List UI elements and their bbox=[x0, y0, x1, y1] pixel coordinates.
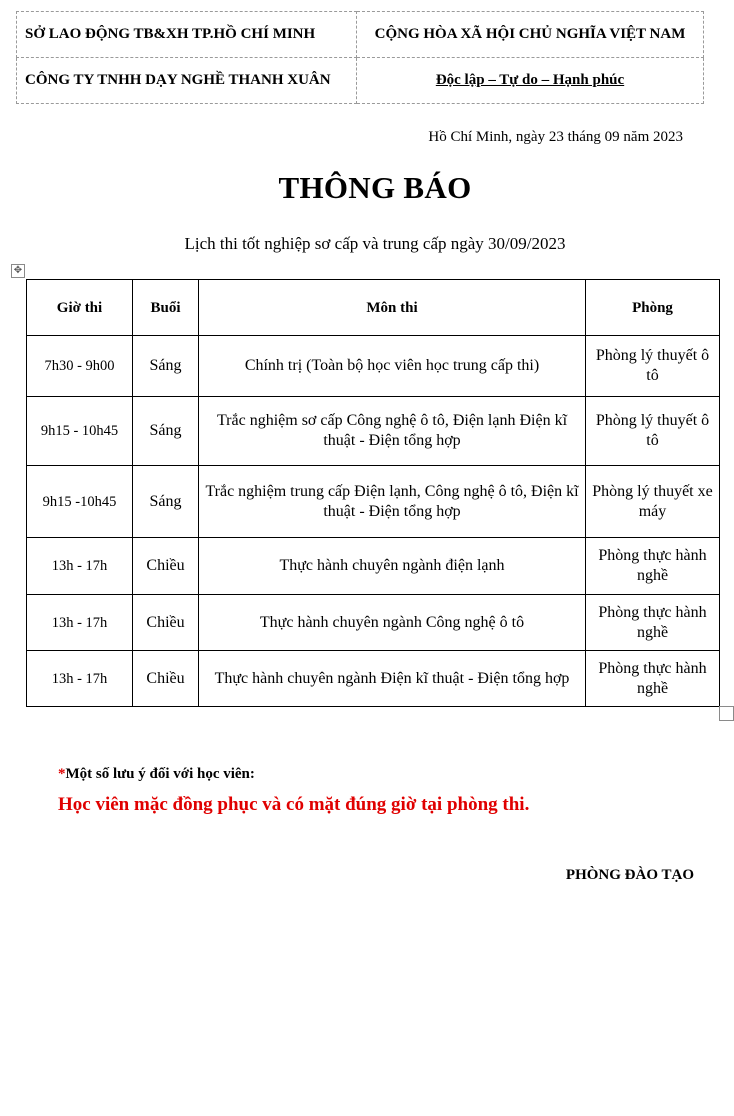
exam-time: 9h15 - 10h45 bbox=[27, 397, 133, 466]
table-row bbox=[27, 595, 720, 651]
exam-time: 7h30 - 9h00 bbox=[27, 336, 133, 397]
exam-subject: Thực hành chuyên ngành điện lạnh bbox=[199, 538, 586, 595]
department-name: SỞ LAO ĐỘNG TB&XH TP.HỒ CHÍ MINH bbox=[17, 12, 357, 58]
exam-session: Sáng bbox=[133, 336, 199, 397]
motto-cell bbox=[357, 58, 704, 104]
exam-session: Chiều bbox=[133, 538, 199, 595]
exam-subject: Chính trị (Toàn bộ học viên học trung cấp thi) bbox=[199, 336, 586, 397]
company-name: CÔNG TY TNHH DẠY NGHỀ THANH XUÂN bbox=[17, 58, 357, 104]
exam-time: 9h15 -10h45 bbox=[27, 466, 133, 538]
national-motto: Độc lập – Tự do – Hạnh phúc bbox=[435, 72, 625, 88]
table-row bbox=[27, 336, 720, 397]
resize-icon[interactable] bbox=[719, 706, 734, 721]
exam-room: Phòng thực hành nghề bbox=[586, 651, 720, 707]
exam-subject: Trắc nghiệm trung cấp Điện lạnh, Công nghệ ô tô, Điện kĩ thuật - Điện tổng hợp bbox=[199, 466, 586, 538]
note-label-text: Một số lưu ý đối với học viên: bbox=[65, 766, 255, 782]
page-subtitle: Lịch thi tốt nghiệp sơ cấp và trung cấp ngày 30/09/2023 bbox=[184, 234, 566, 253]
exam-time: 13h - 17h bbox=[27, 651, 133, 707]
table-row bbox=[27, 651, 720, 707]
exam-session: Chiều bbox=[133, 651, 199, 707]
note-heading bbox=[58, 766, 255, 783]
exam-subject: Trắc nghiệm sơ cấp Công nghệ ô tô, Điện lạnh Điện kĩ thuật - Điện tổng hợp bbox=[199, 397, 586, 466]
exam-room: Phòng lý thuyết ô tô bbox=[586, 336, 720, 397]
table-header-row bbox=[27, 280, 720, 336]
country-name: CỘNG HÒA XÃ HỘI CHỦ NGHĨA VIỆT NAM bbox=[357, 12, 704, 58]
column-header-time: Giờ thi bbox=[27, 280, 133, 336]
exam-session: Chiều bbox=[133, 595, 199, 651]
exam-room: Phòng thực hành nghề bbox=[586, 538, 720, 595]
column-header-session: Buổi bbox=[133, 280, 199, 336]
signature-department: PHÒNG ĐÀO TẠO bbox=[565, 867, 694, 883]
exam-subject: Thực hành chuyên ngành Công nghệ ô tô bbox=[199, 595, 586, 651]
exam-time: 13h - 17h bbox=[27, 595, 133, 651]
date-line: Hồ Chí Minh, ngày 23 tháng 09 năm 2023 bbox=[428, 129, 683, 145]
page-title: THÔNG BÁO bbox=[278, 170, 472, 205]
note-star: * bbox=[58, 766, 66, 782]
table-row bbox=[27, 538, 720, 595]
table-row bbox=[27, 397, 720, 466]
exam-session: Sáng bbox=[133, 397, 199, 466]
note-text: Học viên mặc đồng phục và có mặt đúng giờ tại phòng thi. bbox=[58, 794, 530, 815]
exam-room: Phòng thực hành nghề bbox=[586, 595, 720, 651]
exam-subject: Thực hành chuyên ngành Điện kĩ thuật - Điện tổng hợp bbox=[199, 651, 586, 707]
exam-session: Sáng bbox=[133, 466, 199, 538]
header-table bbox=[16, 11, 704, 104]
exam-time: 13h - 17h bbox=[27, 538, 133, 595]
table-row bbox=[27, 466, 720, 538]
exam-room: Phòng lý thuyết ô tô bbox=[586, 397, 720, 466]
exam-room: Phòng lý thuyết xe máy bbox=[586, 466, 720, 538]
column-header-subject: Môn thi bbox=[199, 280, 586, 336]
move-icon[interactable]: ✥ bbox=[11, 264, 25, 278]
column-header-room: Phòng bbox=[586, 280, 720, 336]
schedule-table bbox=[26, 279, 720, 707]
